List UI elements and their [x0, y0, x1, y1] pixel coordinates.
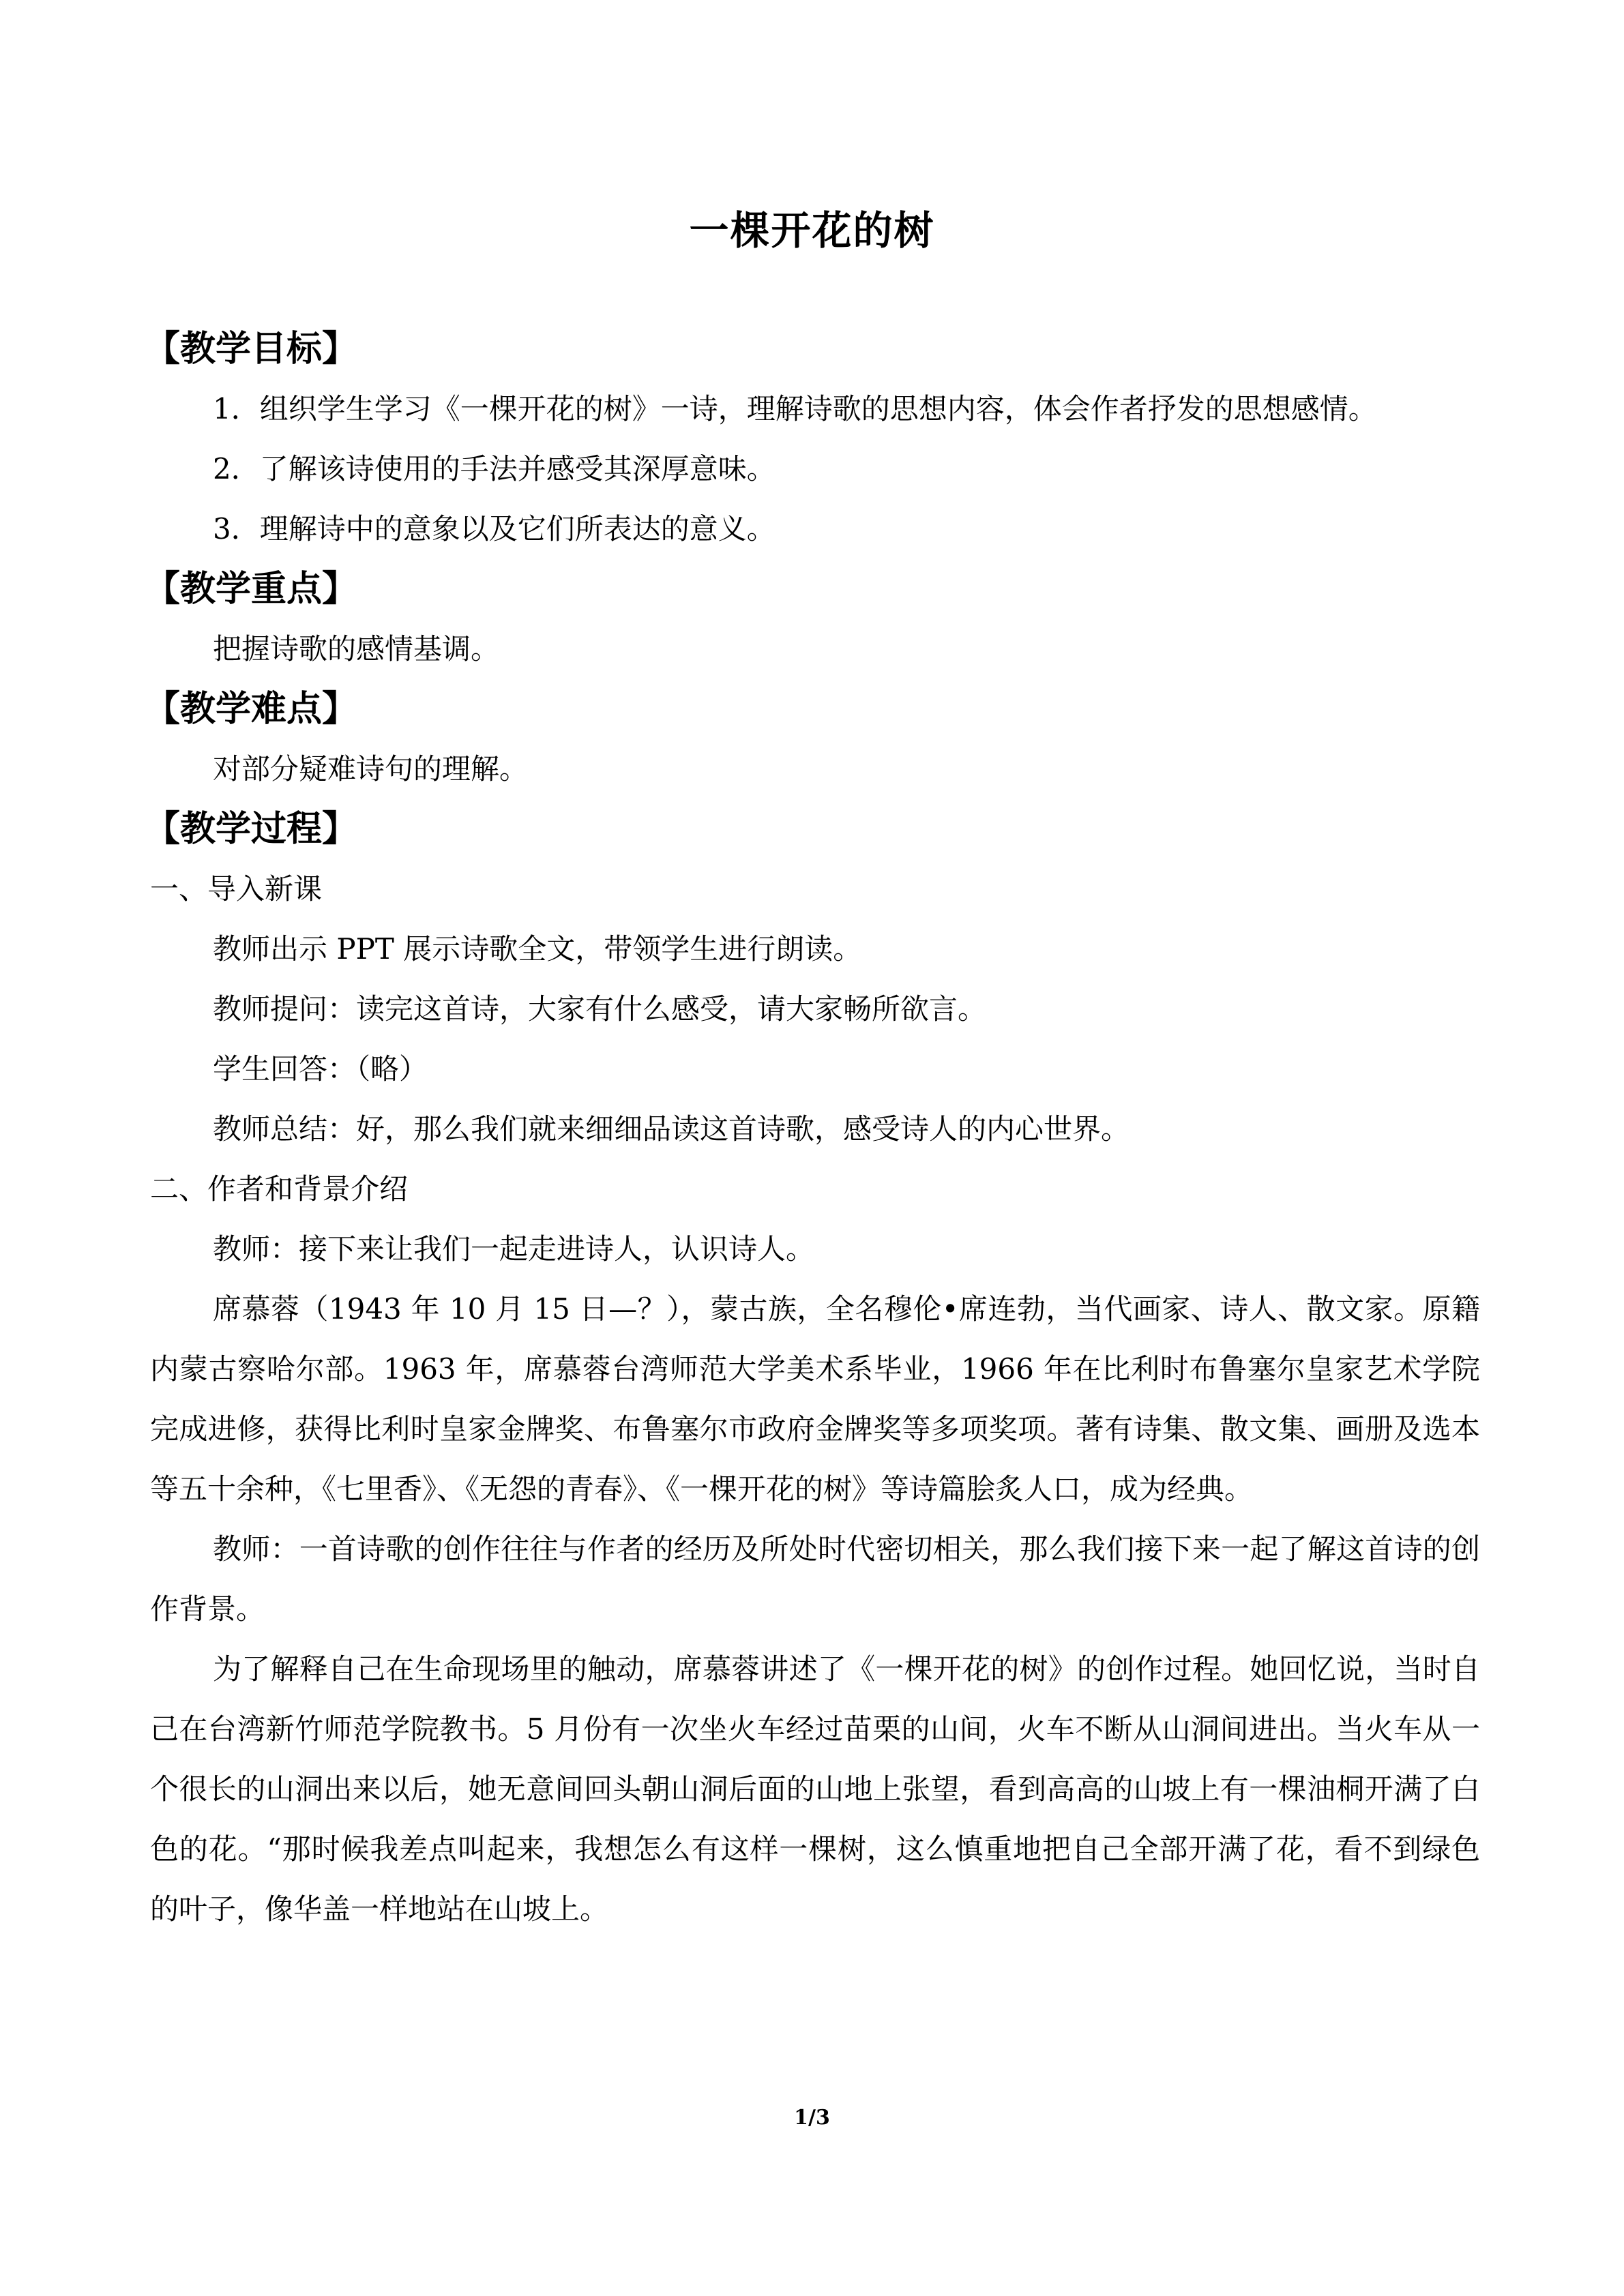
objective-item: 2．了解该诗使用的手法并感受其深厚意味。: [213, 452, 776, 486]
paragraph: 教师总结：好，那么我们就来细细品读这首诗歌，感受诗人的内心世界。: [213, 1112, 1130, 1146]
paragraph: 教师：一首诗歌的创作往往与作者的经历及所处时代密切相关，那么我们接下来一起了解这首诗的创作背景。: [150, 1532, 1480, 1626]
heading-key-points: 【教学重点】: [145, 568, 358, 610]
document-title: 一棵开花的树: [689, 207, 935, 254]
paragraph: 学生回答：（略）: [213, 1052, 428, 1086]
paragraph: 席慕蓉（1943 年 10 月 15 日—？），蒙古族，全名穆伦•席连勃，当代画家、诗人、散文家。原籍内蒙古察哈尔部。1963 年，席慕蓉台湾师范大学美术系毕业，1966 年在比利时布鲁塞尔皇家艺术学院完成进修，获得比利时皇家金牌奖、布鲁塞尔市政府金牌奖等多项奖项。著有诗集、散文集、画册及选本等五十余种，《七里香》、《无怨的青春》、《一棵开花的树》等诗篇脍炙人口，成为经典。: [150, 1292, 1480, 1506]
paragraph: 教师：接下来让我们一起走进诗人，认识诗人。: [213, 1232, 815, 1266]
document-body: [145, 319, 1480, 1939]
paragraph: 为了解释自己在生命现场里的触动，席慕蓉讲述了《一棵开花的树》的创作过程。她回忆说，当时自己在台湾新竹师范学院教书。5 月份有一次坐火车经过苗栗的山间，火车不断从山洞间进出。当火车从一个很长的山洞出来以后，她无意间回头朝山洞后面的山地上张望，看到高高的山坡上有一棵油桐开满了白色的花。“那时候我差点叫起来，我想怎么有这样一棵树，这么慎重地把自己全部开满了花，看不到绿色的叶子，像华盖一样地站在山坡上。: [150, 1652, 1480, 1926]
heading-process: 【教学过程】: [145, 808, 358, 850]
heading-objectives: 【教学目标】: [145, 328, 358, 370]
objective-item: 1．组织学生学习《一棵开花的树》一诗，理解诗歌的思想内容，体会作者抒发的思想感情。: [213, 392, 1377, 426]
objective-item: 3．理解诗中的意象以及它们所表达的意义。: [213, 512, 776, 546]
section-title-intro: 一、导入新课: [150, 872, 323, 906]
difficulties-text: 对部分疑难诗句的理解。: [213, 752, 529, 786]
page-number: 1/3: [794, 2106, 830, 2130]
heading-difficulties: 【教学难点】: [145, 688, 358, 730]
key-points-text: 把握诗歌的感情基调。: [213, 632, 500, 666]
section-title-author: 二、作者和背景介绍: [150, 1172, 409, 1206]
paragraph: 教师出示 PPT 展示诗歌全文，带领学生进行朗读。: [213, 932, 862, 966]
paragraph: 教师提问：读完这首诗，大家有什么感受，请大家畅所欲言。: [213, 992, 987, 1026]
